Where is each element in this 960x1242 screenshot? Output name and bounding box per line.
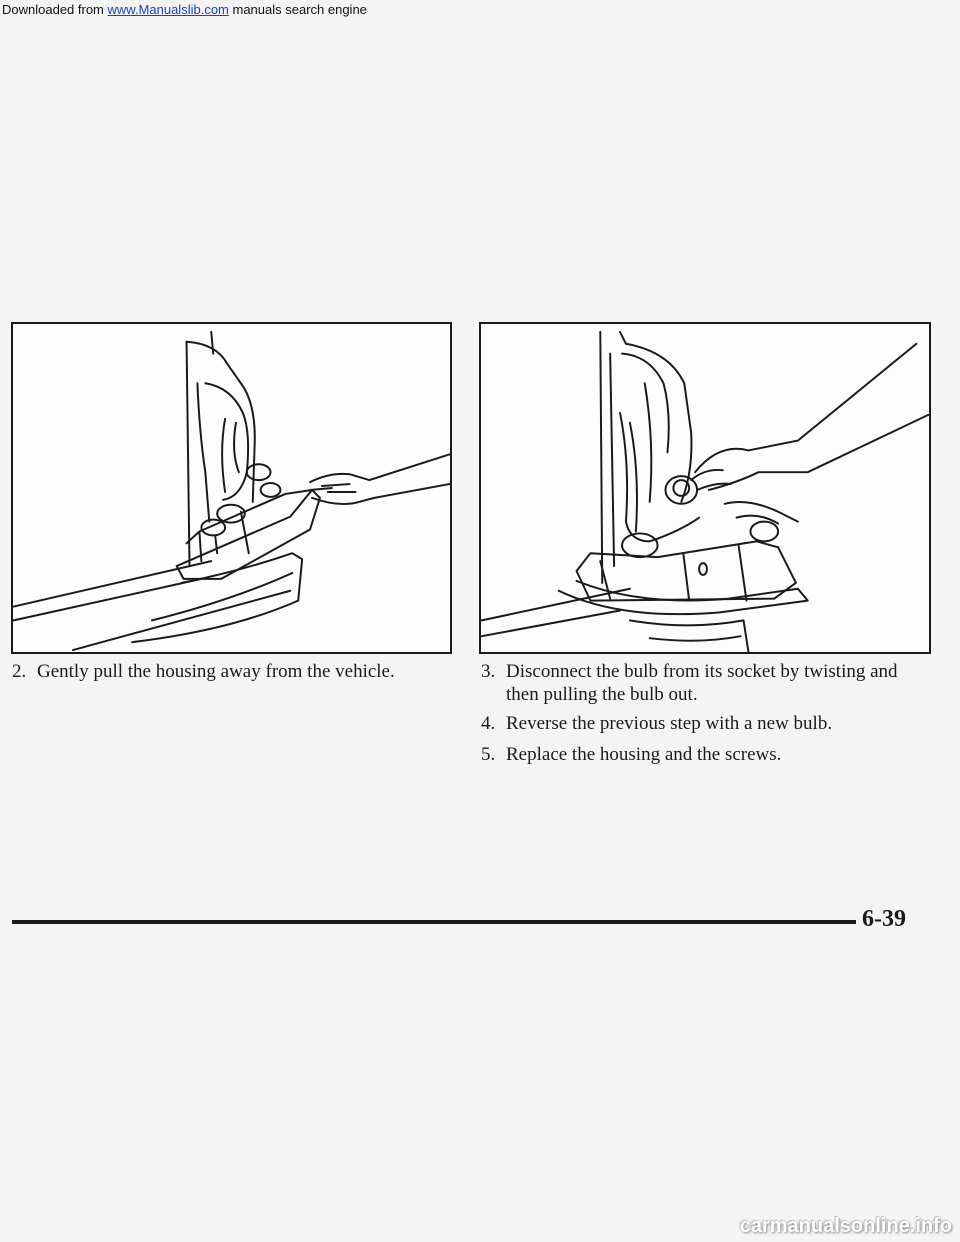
step-number: 3. — [481, 661, 496, 682]
download-header — [0, 0, 960, 20]
footer-rule — [12, 920, 856, 924]
step-number: 4. — [481, 713, 496, 734]
step-text: Replace the housing and the screws. — [506, 744, 782, 765]
watermark-logo: carmanualsonline.info — [739, 1215, 952, 1237]
step-item — [12, 660, 452, 683]
illustration-remove-bulb — [479, 322, 931, 654]
illustration-pull-housing — [11, 322, 452, 654]
step-item — [481, 743, 931, 766]
step-number: 5. — [481, 744, 496, 765]
header-prefix: Downloaded from — [2, 2, 108, 17]
step-item — [481, 712, 931, 735]
housing-removal-drawing — [13, 324, 450, 652]
header-suffix: manuals search engine — [228, 2, 367, 17]
manualslib-link[interactable]: www.Manualslib.com — [107, 2, 229, 17]
bulb-removal-drawing — [481, 324, 929, 652]
step-number: 2. — [12, 661, 27, 682]
step-text: Gently pull the housing away from the vehicle. — [37, 661, 395, 682]
step-text: Reverse the previous step with a new bulb. — [506, 713, 833, 734]
step-text: Disconnect the bulb from its socket by twisting and then pulling the bulb out. — [506, 661, 898, 705]
page-number: 6-39 — [862, 906, 906, 932]
step-item — [481, 660, 931, 706]
